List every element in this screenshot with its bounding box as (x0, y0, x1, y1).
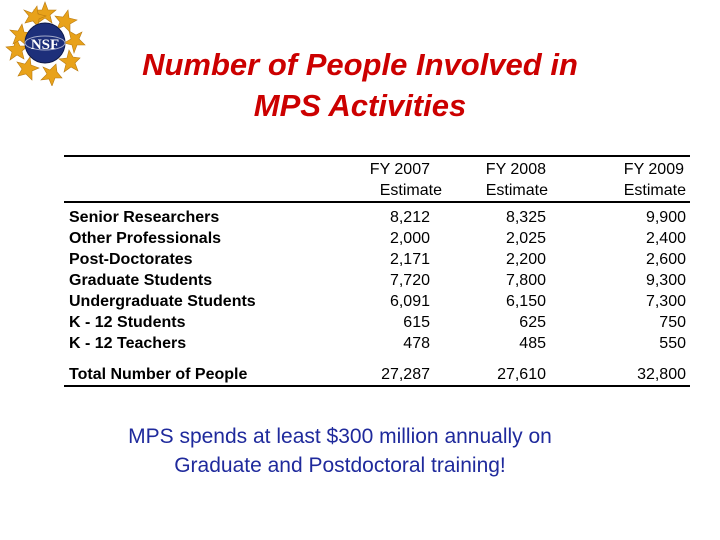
table-cell: 485 (519, 335, 546, 352)
fy2008-values (456, 207, 546, 354)
footnote (60, 422, 620, 480)
total-fy2009: 32,800 (637, 366, 686, 383)
table-cell: 2,200 (505, 251, 546, 268)
column-header-line-1: FY 2007 (369, 161, 430, 178)
column-header-line-1: FY 2009 (623, 161, 684, 178)
table-cell: 2,171 (389, 251, 430, 268)
table-cell: 6,150 (505, 293, 546, 310)
column-header-fy2008 (452, 159, 548, 201)
table-cell: 2,400 (645, 230, 686, 247)
row-label: Graduate Students (69, 272, 213, 289)
column-header-line-1: FY 2008 (485, 161, 546, 178)
table-cell: 7,720 (389, 272, 430, 289)
nsf-seal-icon (2, 0, 88, 86)
footnote-line-1: MPS spends at least $300 million annually on (128, 425, 552, 448)
nsf-logo (2, 0, 88, 86)
fy2007-values (340, 207, 430, 354)
table-cell: 8,325 (505, 209, 546, 226)
table-top-rule (64, 155, 690, 157)
total-row-label: Total Number of People (69, 366, 248, 383)
row-label: Senior Researchers (69, 209, 220, 226)
row-label: Other Professionals (69, 230, 222, 247)
column-header-line-2: Estimate (485, 182, 548, 199)
table-cell: 625 (519, 314, 546, 331)
table-cell: 750 (659, 314, 686, 331)
table-cell: 2,600 (645, 251, 686, 268)
table-cell: 9,900 (645, 209, 686, 226)
table-cell: 7,800 (505, 272, 546, 289)
total-fy2008: 27,610 (497, 366, 546, 383)
table-cell: 615 (403, 314, 430, 331)
column-header-line-2: Estimate (623, 182, 686, 199)
table-cell: 9,300 (645, 272, 686, 289)
column-header-line-2: Estimate (379, 182, 442, 199)
logo-text: NSF (30, 37, 60, 53)
page-title (90, 44, 630, 126)
table-cell: 2,000 (389, 230, 430, 247)
row-label: Undergraduate Students (69, 293, 256, 310)
total-fy2007: 27,287 (381, 366, 430, 383)
footnote-line-2: Graduate and Postdoctoral training! (174, 454, 506, 477)
row-labels (69, 207, 256, 354)
table-cell: 550 (659, 335, 686, 352)
table-cell: 7,300 (645, 293, 686, 310)
fy2009-values (596, 207, 686, 354)
column-header-fy2009 (590, 159, 686, 201)
title-line-2: MPS Activities (253, 88, 467, 123)
table-cell: 478 (403, 335, 430, 352)
row-label: K - 12 Students (69, 314, 186, 331)
row-label: K - 12 Teachers (69, 335, 187, 352)
table-cell: 8,212 (389, 209, 430, 226)
table-cell: 2,025 (505, 230, 546, 247)
title-line-1: Number of People Involved in (142, 47, 578, 82)
table-cell: 6,091 (389, 293, 430, 310)
table-header-rule (64, 201, 690, 203)
row-label: Post-Doctorates (69, 251, 193, 268)
table-bottom-rule (64, 385, 690, 387)
column-header-fy2007 (346, 159, 442, 201)
